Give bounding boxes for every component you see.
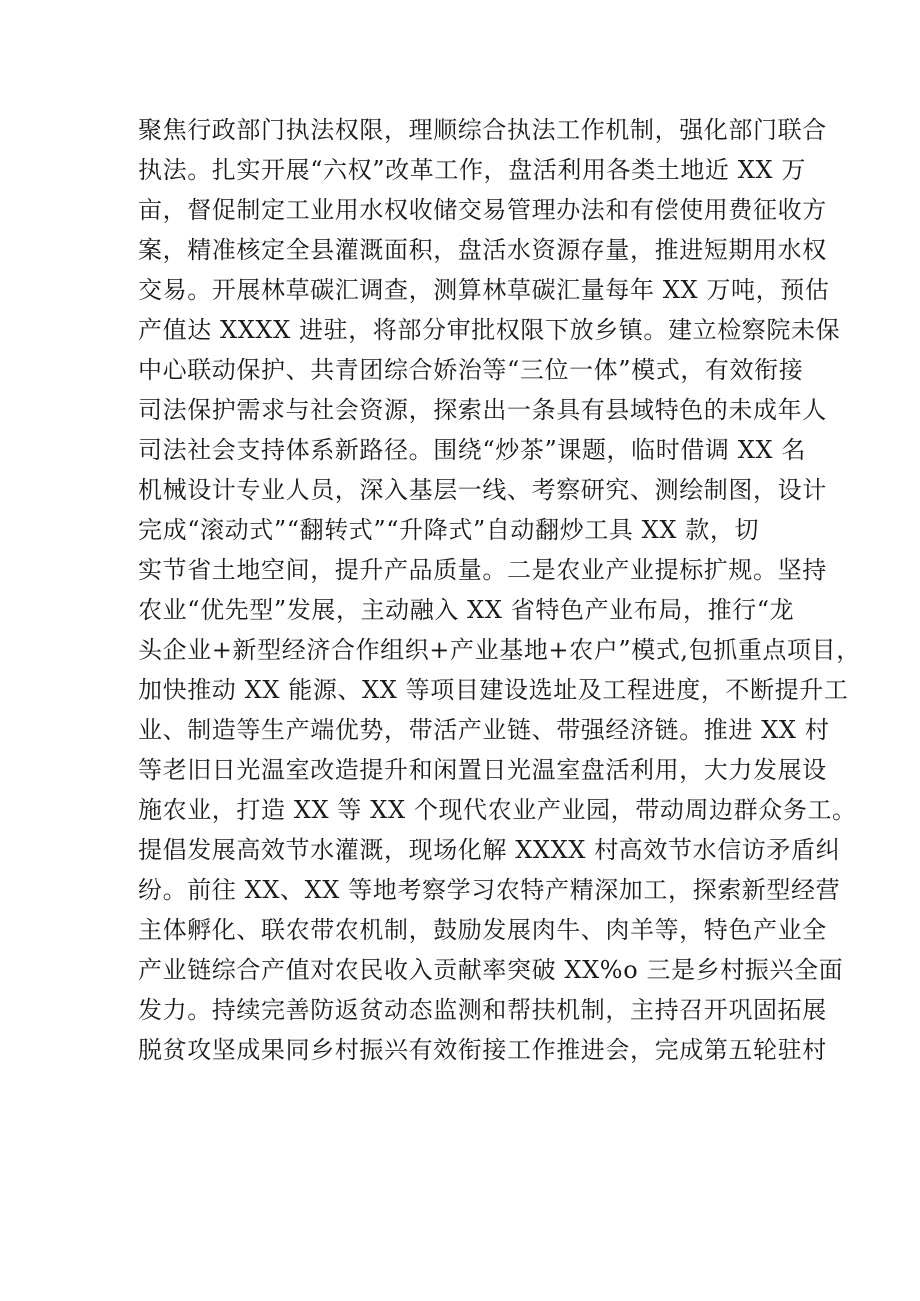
text-line: 交易。开展林草碳汇调查，测算林草碳汇量每年 XX 万吨，预估 <box>138 276 830 304</box>
text-line: 聚焦行政部门执法权限，理顺综合执法工作机制，强化部门联合 <box>138 116 827 144</box>
text-line: 发力。持续完善防返贫动态监测和帮扶机制，主持召开巩固拓展 <box>138 996 827 1024</box>
text-line: 头企业+新型经济合作组织+产业基地+农户”模式,包抓重点项目， <box>138 636 861 664</box>
text-line: 实节省土地空间，提升产品质量。二是农业产业提标扩规。坚持 <box>138 556 827 584</box>
text-line: 主体孵化、联农带农机制，鼓励发展肉牛、肉羊等，特色产业全 <box>138 916 827 944</box>
text-line: 纷。前往 XX、XX 等地考察学习农特产精深加工，探索新型经营 <box>138 876 841 904</box>
text-line: 提倡发展高效节水灌溉，现场化解 XXXX 村高效节水信访矛盾纠 <box>138 836 841 864</box>
text-line: 执法。扎实开展“六权”改革工作，盘活利用各类土地近 XX 万 <box>138 156 806 184</box>
text-line: 脱贫攻坚成果同乡村振兴有效衔接工作推进会，完成第五轮驻村 <box>138 1036 827 1064</box>
text-line: 亩，督促制定工业用水权收储交易管理办法和有偿使用费征收方 <box>138 196 827 224</box>
text-line: 完成“滚动式”“翻转式”“升降式”自动翻炒工具 XX 款，切 <box>138 516 760 544</box>
text-line: 中心联动保护、共青团综合娇治等“三位一体”模式，有效衔接 <box>138 356 804 384</box>
document-body <box>138 110 861 1070</box>
text-line: 业、制造等生产端优势，带活产业链、带强经济链。推进 XX 村 <box>138 716 830 744</box>
text-line: 司法社会支持体系新路径。围绕“炒茶”课题，临时借调 XX 名 <box>138 436 806 464</box>
text-line: 机械设计专业人员，深入基层一线、考察研究、测绘制图，设计 <box>138 476 827 504</box>
text-line: 司法保护需求与社会资源，探索出一条具有县域特色的未成年人 <box>138 396 827 424</box>
text-line: 产值达 XXXX 进驻，将部分审批权限下放乡镇。建立检察院未保 <box>138 316 841 344</box>
text-line: 农业“优先型”发展，主动融入 XX 省特色产业布局，推行“龙 <box>138 596 795 624</box>
text-line: 案，精准核定全县灌溉面积，盘活水资源存量，推进短期用水权 <box>138 236 827 264</box>
text-line: 产业链综合产值对农民收入贡献率突破 XX%o 三是乡村振兴全面 <box>138 956 844 984</box>
text-line: 加快推动 XX 能源、XX 等项目建设选址及工程进度，不断提升工 <box>138 676 849 704</box>
text-line: 施农业，打造 XX 等 XX 个现代农业产业园，带动周边群众务工。 <box>138 796 857 824</box>
text-line: 等老旧日光温室改造提升和闲置日光温室盘活利用，大力发展设 <box>138 756 827 784</box>
